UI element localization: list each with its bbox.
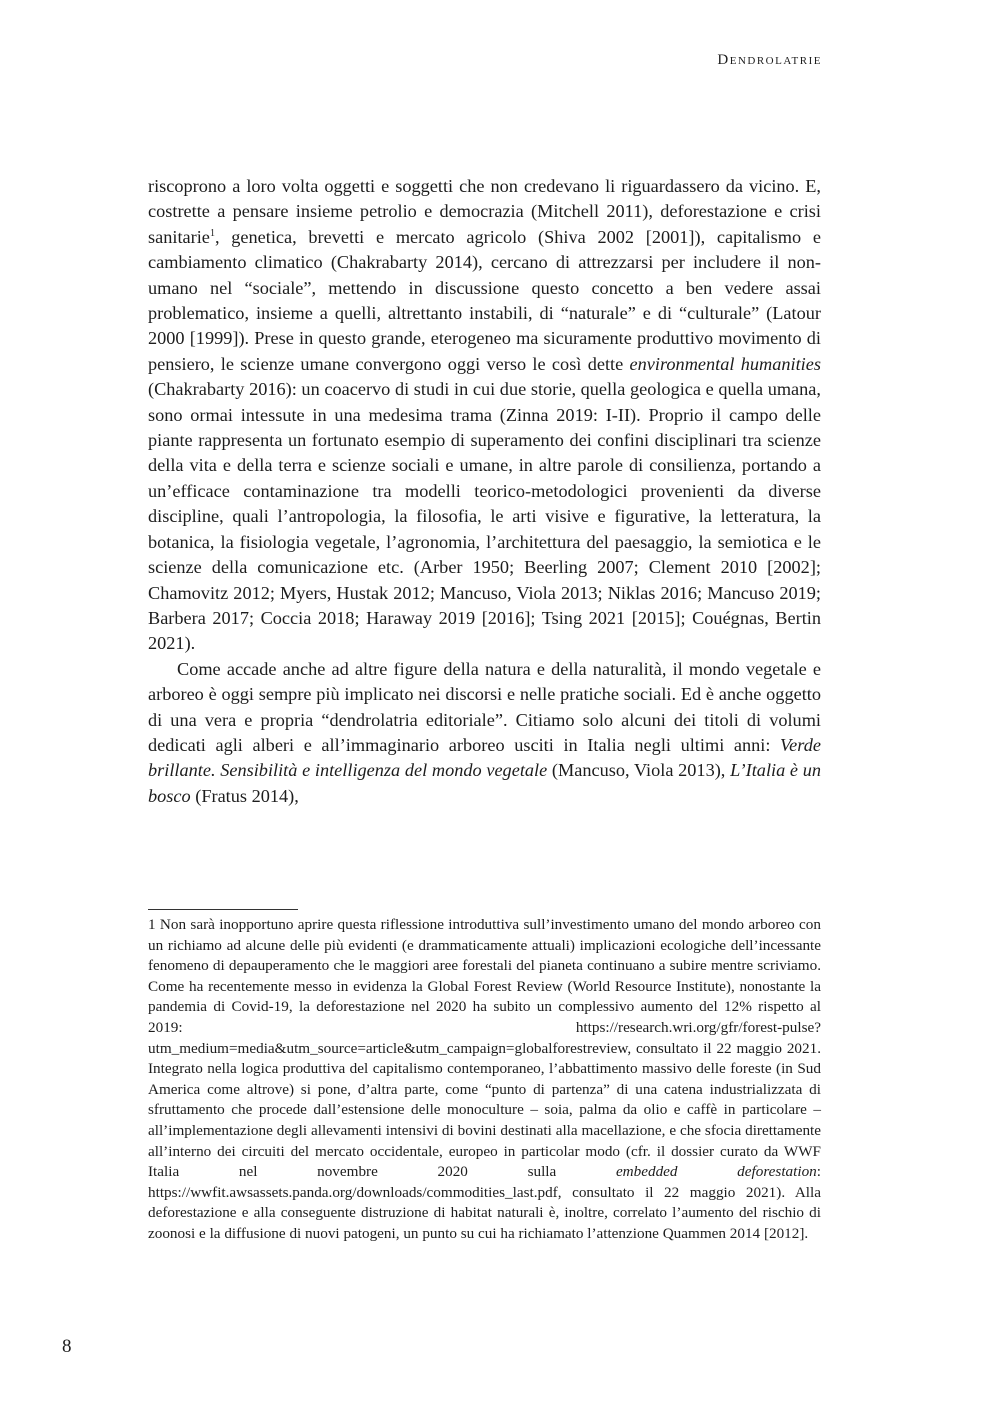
footnote-1 bbox=[148, 915, 821, 1245]
running-head: Dendrolatrie bbox=[717, 52, 822, 68]
p2-text-b: (Mancuso, Viola 2013), bbox=[547, 760, 731, 781]
fn-text-a: 1 Non sarà inopportuno aprire questa riflessione introduttiva sull’investimento umano del mondo arboreo con un richiamo ad alcune delle più evidenti (e drammaticamente attuali) implicazioni ecologiche dell’incessante fenomeno di depauperamento che le maggiori aree forestali del pianeta continuano a subire mentre scriviamo. Come ha recentemente messo in evidenza la Global Forest Review (World Resource Institute), nonostante la pandemia di Covid-19, la deforestazione nel 2020 ha subito un complessivo aumento del 12% rispetto al 2019: https://research.wri.org/gfr/forest-pulse?utm_medium=media&utm_source=article&utm_campaign=globalforestreview, consultato il 22 maggio 2021. Integrato nella logica produttiva del capitalismo contemporaneo, l’abbattimento massivo delle foreste (in Sud America come altrove) si pone, d’altra parte, come “punto di partenza” di una catena industrializzata di sfruttamento che procede dall’estensione delle monoculture – soia, palma da olio e caffè in particolare – all’implementazione degli allevamenti intensivi di bovini destinati alla macellazione, e che sfocia direttamente all’interno dei circuiti del mercato occidentale, europeo in particolar modo (cfr. il dossier curato da WWF Italia nel novembre 2020 sulla bbox=[148, 916, 821, 1181]
p1-text-c: (Chakrabarty 2016): un coacervo di studi in cui due storie, quella geologica e quella umana, sono ormai intessute in una medesima trama (Zinna 2019: I-II). Proprio il campo delle piante rappresenta un fortunato esempio di superamento dei confini disciplinari tra scienze della vita e della terra e scienze sociali e umane, in altre parole di consilienza, portando a un’efficace contaminazione tra modelli teorico-metodologici provenienti da diverse discipline, quali l’antropologia, la filosofia, le arti visive e figurative, la letteratura, la botanica, la fisiologia vegetale, l’agronomia, l’architettura del paesaggio, la semiotica e le scienze della comunicazione etc. (Arber 1950; Beerling 2007; Clement 2010 [2002]; Chamovitz 2012; Myers, Hustak 2012; Mancuso, Viola 2013; Niklas 2016; Mancuso 2019; Barbera 2017; Coccia 2018; Haraway 2019 [2016]; Tsing 2021 [2015]; Couégnas, Bertin 2021). bbox=[148, 379, 821, 654]
p2-italic-title-2: L’Italia è un bosco bbox=[148, 760, 822, 806]
paragraph-2 bbox=[148, 657, 821, 809]
p2-text-a: Come accade anche ad altre figure della natura e della naturalità, il mondo vegetale e arboreo è oggi sempre più implicato nei discorsi e nelle pratiche sociali. Ed è anche oggetto di una vera e propria “dendrolatria editoriale”. Citiamo solo alcuni dei titoli di volumi dedicati agli alberi e all’immaginario arboreo usciti in Italia negli ultimi anni: bbox=[148, 658, 821, 755]
fn-italic-term: embedded deforestation bbox=[615, 1163, 817, 1181]
fn-text-b: : https://wwfit.awsassets.panda.org/downloads/commodities_last.pdf, consultato il 22 maggio 2021). Alla deforestazione e alla conseguente distruzione di habitat naturali è, inoltre, correlato l’aumento del rischio di zoonosi e la diffusione di nuovi patogeni, un punto su cui ha richiamato l’attenzione Quammen 2014 [2012]. bbox=[148, 1163, 822, 1242]
p1-text-b: , genetica, brevetti e mercato agricolo (Shiva 2002 [2001]), capitalismo e cambiamento climatico (Chakrabarty 2014), cercano di attrezzarsi per includere il non-umano nel “sociale”, mettendo in discussione questo concetto a ben vedere assai problematico, insieme a quelli, altrettanto instabili, di “naturale” e di “culturale” (Latour 2000 [1999]). Prese in questo grande, eterogeneo ma sicuramente produttivo movimento di pensiero, le scienze umane convergono oggi verso le così dette bbox=[148, 226, 821, 374]
p2-text-c: (Fratus 2014), bbox=[190, 785, 299, 806]
footnote-separator bbox=[148, 909, 298, 910]
p1-italic-term: environmental humanities bbox=[629, 353, 821, 374]
paragraph-1 bbox=[148, 174, 821, 657]
page-number: 8 bbox=[62, 1336, 72, 1357]
p2-italic-title-1: Verde brillante. Sensibilità e intelligenza del mondo vegetale bbox=[148, 734, 821, 781]
p1-text-a: riscoprono a loro volta oggetti e soggetti che non credevano li riguardassero da vicino. E, costrette a pensare insieme petrolio e democrazia (Mitchell 2011), deforestazione e crisi sanitarie bbox=[148, 176, 821, 247]
footnote-text bbox=[148, 915, 821, 1245]
main-text bbox=[148, 174, 821, 809]
footnote-ref-1[interactable]: 1 bbox=[209, 227, 215, 239]
